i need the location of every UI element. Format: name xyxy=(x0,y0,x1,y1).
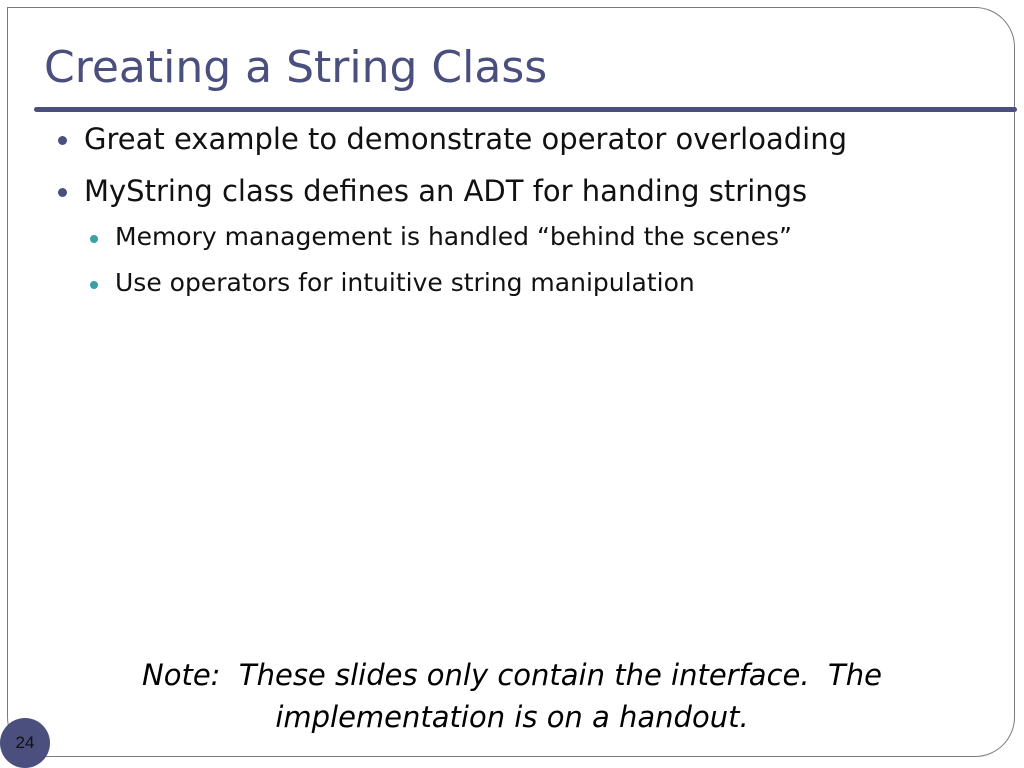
sub-bullet-list xyxy=(55,218,984,302)
note-line-2: implementation is on a handout. xyxy=(275,700,749,734)
title-divider xyxy=(34,107,1017,112)
sub-bullet-group xyxy=(55,218,984,302)
note-line-1: Note: These slides only contain the interface. The xyxy=(142,658,882,692)
sub-bullet-dot-icon xyxy=(90,235,98,243)
bullet-text: MyString class defines an ADT for handing strings xyxy=(84,174,808,208)
page-number-badge xyxy=(0,718,50,768)
bullet-dot-icon xyxy=(58,188,67,197)
sub-bullet-dot-icon xyxy=(90,281,98,289)
sub-bullet-text: Memory management is handled “behind the scenes” xyxy=(115,222,792,251)
bullet-dot-icon xyxy=(58,136,67,145)
slide-note xyxy=(60,654,964,738)
sub-bullet-text: Use operators for intuitive string manipulation xyxy=(115,268,695,297)
bullet-list xyxy=(55,118,984,310)
slide-title: Creating a String Class xyxy=(44,42,548,93)
sub-bullet-item xyxy=(82,264,984,302)
bullet-text: Great example to demonstrate operator overloading xyxy=(84,122,847,156)
bullet-item xyxy=(55,170,984,212)
sub-bullet-item xyxy=(82,218,984,256)
bullet-item xyxy=(55,118,984,160)
page-number: 24 xyxy=(15,733,35,752)
